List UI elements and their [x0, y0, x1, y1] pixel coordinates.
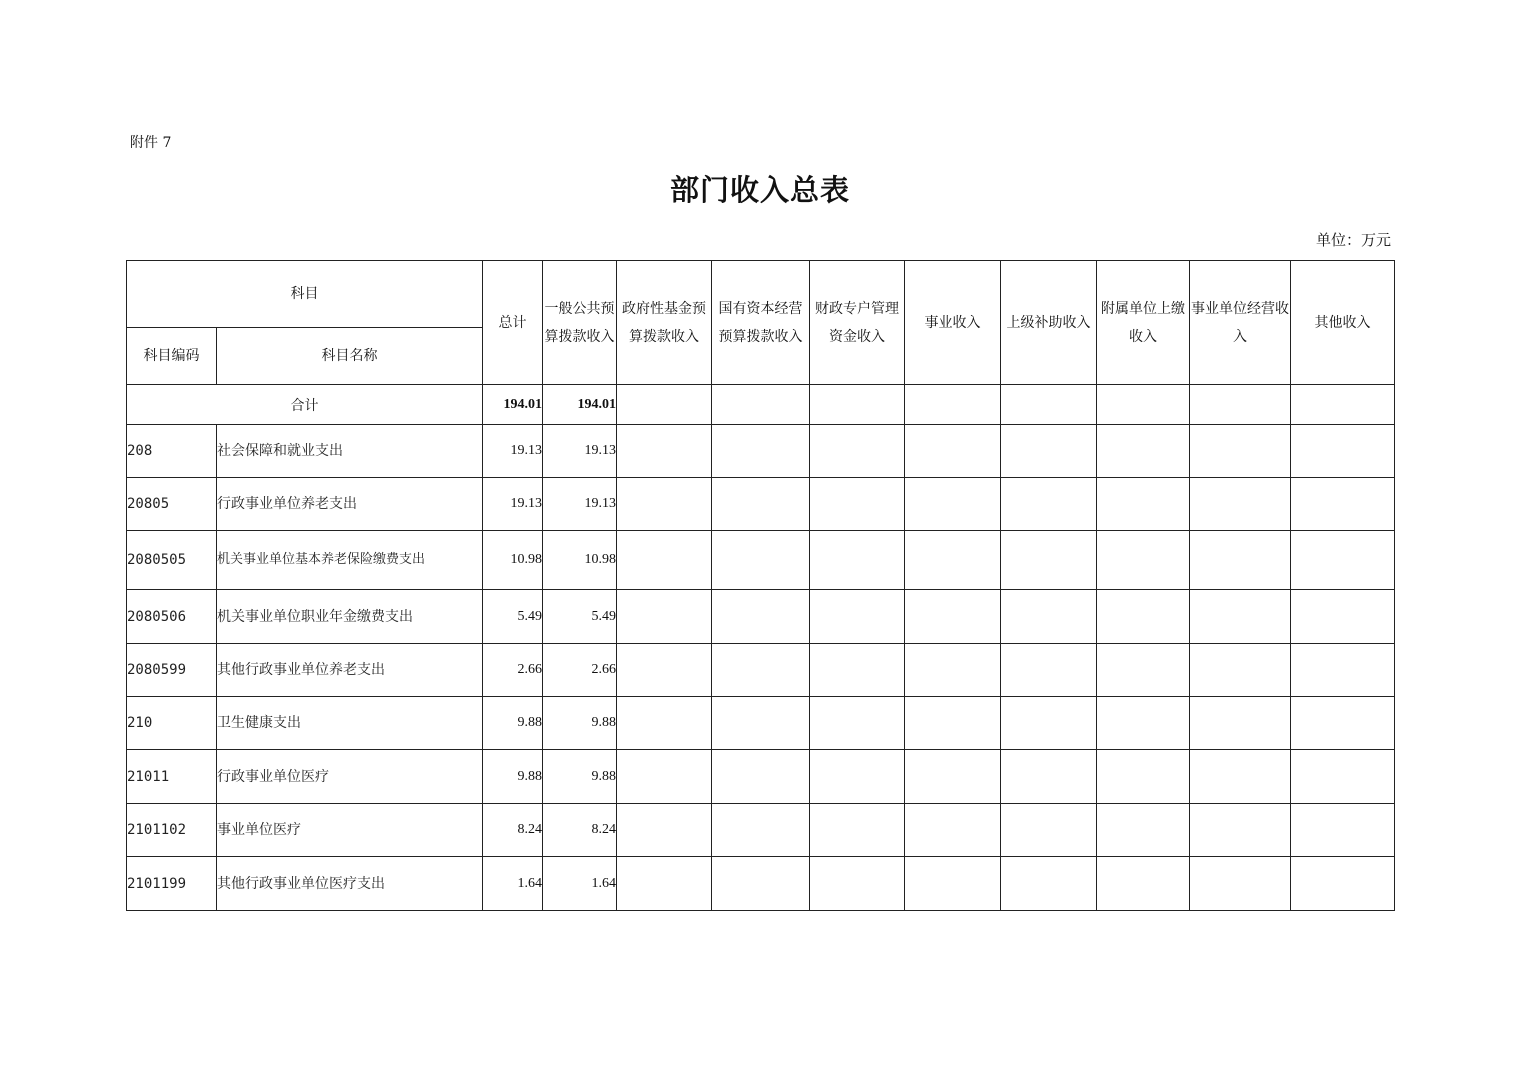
table-row	[127, 750, 1395, 804]
total-sum: 194.01	[483, 385, 543, 425]
header-state-capital: 国有资本经营预算拨款收入	[712, 261, 810, 385]
table-row	[127, 590, 1395, 644]
row-code: 20805	[127, 478, 217, 531]
table-row	[127, 478, 1395, 531]
row-name: 机关事业单位职业年金缴费支出	[217, 590, 483, 644]
row-name: 机关事业单位基本养老保险缴费支出	[217, 531, 483, 590]
row-code: 208	[127, 425, 217, 478]
header-name: 科目名称	[217, 328, 483, 385]
row-code: 2080506	[127, 590, 217, 644]
row-code: 21011	[127, 750, 217, 804]
row-total: 1.64	[483, 857, 543, 911]
row-total: 9.88	[483, 697, 543, 750]
row-general-budget: 5.49	[543, 590, 617, 644]
row-general-budget: 9.88	[543, 750, 617, 804]
row-name: 行政事业单位医疗	[217, 750, 483, 804]
row-code: 2080599	[127, 644, 217, 697]
table-row	[127, 425, 1395, 478]
total-label: 合计	[127, 385, 483, 425]
row-total: 10.98	[483, 531, 543, 590]
header-fiscal-special: 财政专户管理资金收入	[810, 261, 905, 385]
row-code: 2101199	[127, 857, 217, 911]
row-total: 9.88	[483, 750, 543, 804]
row-general-budget: 8.24	[543, 804, 617, 857]
table-row	[127, 644, 1395, 697]
header-business-operation: 事业单位经营收入	[1190, 261, 1291, 385]
row-name: 事业单位医疗	[217, 804, 483, 857]
row-name: 其他行政事业单位医疗支出	[217, 857, 483, 911]
header-affiliated: 附属单位上缴收入	[1097, 261, 1190, 385]
row-general-budget: 19.13	[543, 478, 617, 531]
total-general-budget: 194.01	[543, 385, 617, 425]
row-name: 卫生健康支出	[217, 697, 483, 750]
income-summary-table	[126, 260, 1395, 911]
header-subject-group: 科目	[127, 261, 483, 328]
row-total: 19.13	[483, 425, 543, 478]
header-total: 总计	[483, 261, 543, 385]
row-name: 行政事业单位养老支出	[217, 478, 483, 531]
header-code: 科目编码	[127, 328, 217, 385]
row-code: 2080505	[127, 531, 217, 590]
row-name: 其他行政事业单位养老支出	[217, 644, 483, 697]
row-total: 2.66	[483, 644, 543, 697]
row-general-budget: 9.88	[543, 697, 617, 750]
row-general-budget: 10.98	[543, 531, 617, 590]
row-name: 社会保障和就业支出	[217, 425, 483, 478]
row-total: 19.13	[483, 478, 543, 531]
row-code: 210	[127, 697, 217, 750]
row-total: 8.24	[483, 804, 543, 857]
header-higher-subsidy: 上级补助收入	[1001, 261, 1097, 385]
unit-label: 单位：万元	[1315, 231, 1391, 249]
row-general-budget: 1.64	[543, 857, 617, 911]
header-other: 其他收入	[1291, 261, 1395, 385]
header-general-budget: 一般公共预算拨款收入	[543, 261, 617, 385]
header-business-income: 事业收入	[905, 261, 1001, 385]
row-general-budget: 2.66	[543, 644, 617, 697]
header-gov-fund: 政府性基金预算拨款收入	[617, 261, 712, 385]
table-row	[127, 697, 1395, 750]
row-general-budget: 19.13	[543, 425, 617, 478]
attachment-label: 附件 7	[130, 135, 172, 151]
table-row	[127, 531, 1395, 590]
row-code: 2101102	[127, 804, 217, 857]
total-row	[127, 385, 1395, 425]
page-title: 部门收入总表	[669, 173, 850, 207]
row-total: 5.49	[483, 590, 543, 644]
table-row	[127, 804, 1395, 857]
table-row	[127, 857, 1395, 911]
